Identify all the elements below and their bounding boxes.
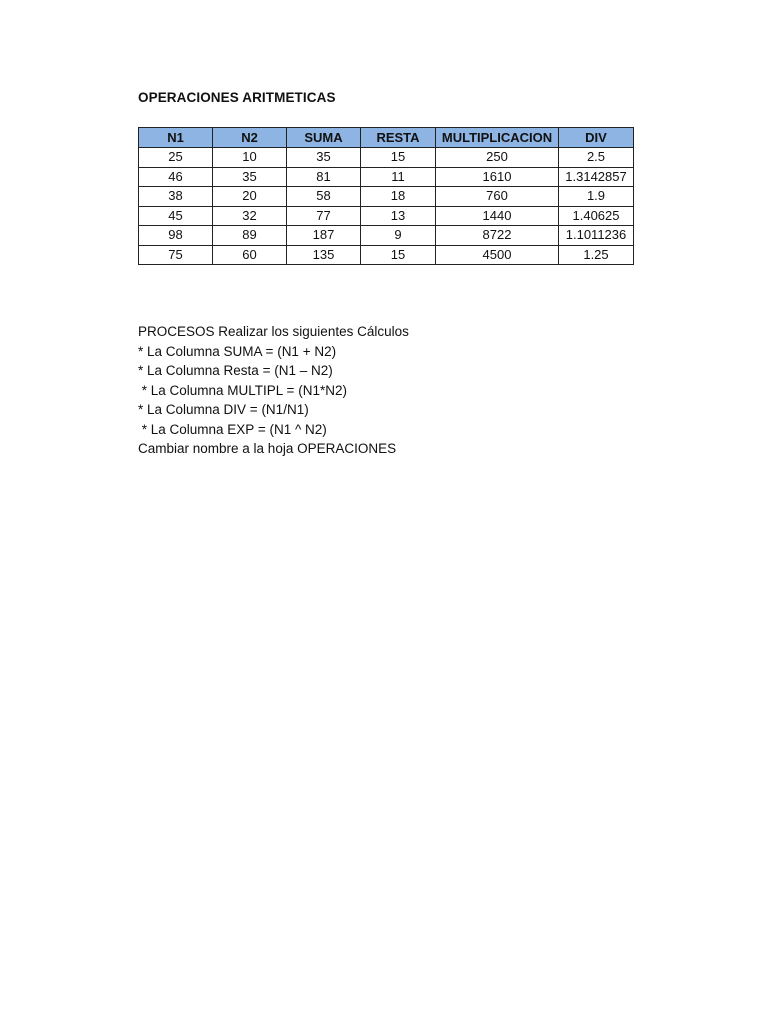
operations-table — [138, 127, 634, 265]
instruction-line: * La Columna DIV = (N1/N1) — [138, 402, 309, 417]
table-cell: 38 — [139, 187, 213, 207]
procesos-heading: PROCESOS Realizar los siguientes Cálculos — [138, 324, 409, 339]
table-cell: 760 — [436, 187, 559, 207]
instruction-line: * La Columna EXP = (N1 ^ N2) — [138, 421, 327, 437]
table-cell: 89 — [213, 226, 287, 246]
table-cell: 250 — [436, 148, 559, 168]
instruction-line: Cambiar nombre a la hoja OPERACIONES — [138, 441, 397, 456]
table-row — [139, 206, 634, 226]
table-cell: 1.3142857 — [559, 167, 634, 187]
table-row — [139, 187, 634, 207]
instruction-line: * La Columna Resta = (N1 – N2) — [138, 363, 333, 378]
table-cell: 1610 — [436, 167, 559, 187]
table-cell: 8722 — [436, 226, 559, 246]
table-cell: 77 — [287, 206, 361, 226]
instruction-line: * La Columna MULTIPL = (N1*N2) — [138, 382, 347, 398]
table-cell: 135 — [287, 245, 361, 265]
table-cell: 35 — [287, 148, 361, 168]
table-cell: 10 — [213, 148, 287, 168]
column-header-multiplicacion: MULTIPLICACION — [436, 128, 559, 148]
table-cell: 1.9 — [559, 187, 634, 207]
table-cell: 15 — [361, 148, 436, 168]
table-cell: 1440 — [436, 206, 559, 226]
table-cell: 18 — [361, 187, 436, 207]
table-cell: 13 — [361, 206, 436, 226]
table-cell: 98 — [139, 226, 213, 246]
table-cell: 11 — [361, 167, 436, 187]
table-cell: 45 — [139, 206, 213, 226]
table-cell: 60 — [213, 245, 287, 265]
table-row — [139, 148, 634, 168]
table-cell: 81 — [287, 167, 361, 187]
column-header-resta: RESTA — [361, 128, 436, 148]
table-cell: 1.25 — [559, 245, 634, 265]
table-row — [139, 226, 634, 246]
table-header-row — [139, 128, 634, 148]
table-cell: 187 — [287, 226, 361, 246]
table-cell: 25 — [139, 148, 213, 168]
table-row — [139, 167, 634, 187]
table-cell: 35 — [213, 167, 287, 187]
table-cell: 58 — [287, 187, 361, 207]
procesos-instructions — [138, 322, 409, 459]
table-cell: 1.1011236 — [559, 226, 634, 246]
table-cell: 20 — [213, 187, 287, 207]
column-header-n2: N2 — [213, 128, 287, 148]
instruction-line: * La Columna SUMA = (N1 + N2) — [138, 343, 337, 359]
table-cell: 2.5 — [559, 148, 634, 168]
table-cell: 4500 — [436, 245, 559, 265]
table-cell: 9 — [361, 226, 436, 246]
column-header-suma: SUMA — [287, 128, 361, 148]
table-cell: 75 — [139, 245, 213, 265]
column-header-div: DIV — [559, 128, 634, 148]
column-header-n1: N1 — [139, 128, 213, 148]
table-cell: 15 — [361, 245, 436, 265]
table-row — [139, 245, 634, 265]
table-cell: 46 — [139, 167, 213, 187]
page-title: OPERACIONES ARITMETICAS — [138, 90, 336, 105]
table-cell: 1.40625 — [559, 206, 634, 226]
table-cell: 32 — [213, 206, 287, 226]
